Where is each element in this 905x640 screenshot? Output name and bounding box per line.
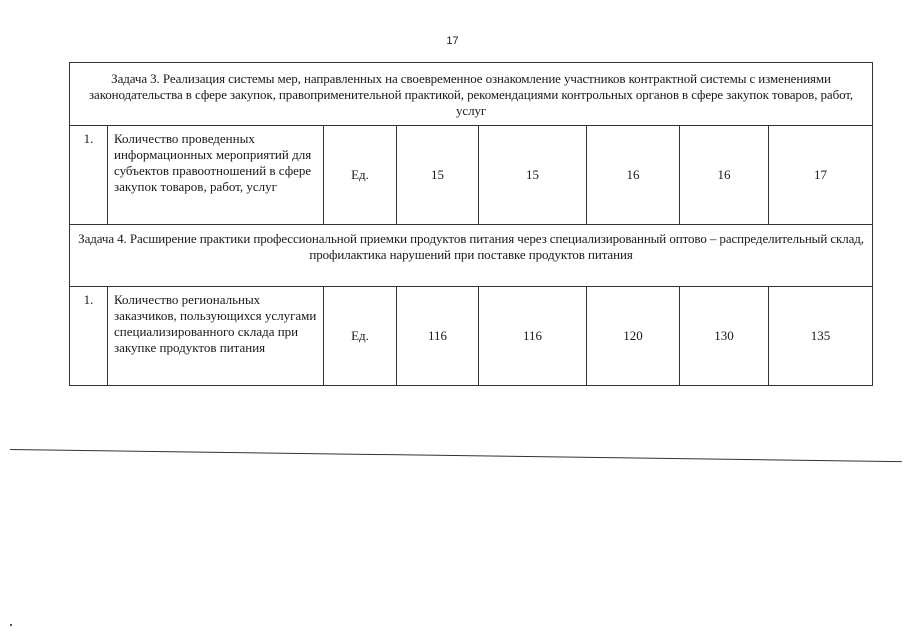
value-cell: 17 — [769, 126, 873, 225]
page-divider-line — [10, 449, 902, 462]
value-cell: 116 — [479, 287, 587, 386]
table-row — [70, 287, 873, 386]
row-number: 1. — [70, 287, 108, 386]
task-heading-row — [70, 63, 873, 126]
unit-cell: Ед. — [324, 126, 397, 225]
value-cell: 135 — [769, 287, 873, 386]
page-number: 17 — [446, 35, 459, 47]
scan-artifact — [10, 624, 12, 626]
unit-cell: Ед. — [324, 287, 397, 386]
row-number: 1. — [70, 126, 108, 225]
task-4-heading: Задача 4. Расширение практики профессиональной приемки продуктов питания через специализированный оптово – распределительный склад, профилактика нарушений при поставке продуктов питания — [70, 225, 873, 287]
value-cell: 130 — [680, 287, 769, 386]
value-cell: 15 — [397, 126, 479, 225]
indicator-description: Количество проведенных информационных мероприятий для субъектов правоотношений в сфере закупок товаров, работ, услуг — [108, 126, 324, 225]
value-cell: 16 — [587, 126, 680, 225]
value-cell: 120 — [587, 287, 680, 386]
value-cell: 116 — [397, 287, 479, 386]
value-cell: 16 — [680, 126, 769, 225]
value-cell: 15 — [479, 126, 587, 225]
task-heading-row — [70, 225, 873, 287]
task-3-heading: Задача 3. Реализация системы мер, направленных на своевременное ознакомление участников контрактной системы с изменениями законодательства в сфере закупок, правоприменительной практикой, рекомендациями контрольных органов в сфере закупок товаров, работ, услуг — [70, 63, 873, 126]
indicators-table — [69, 62, 873, 386]
indicator-description: Количество региональных заказчиков, пользующихся услугами специализированного склада при закупке продуктов питания — [108, 287, 324, 386]
table-row — [70, 126, 873, 225]
